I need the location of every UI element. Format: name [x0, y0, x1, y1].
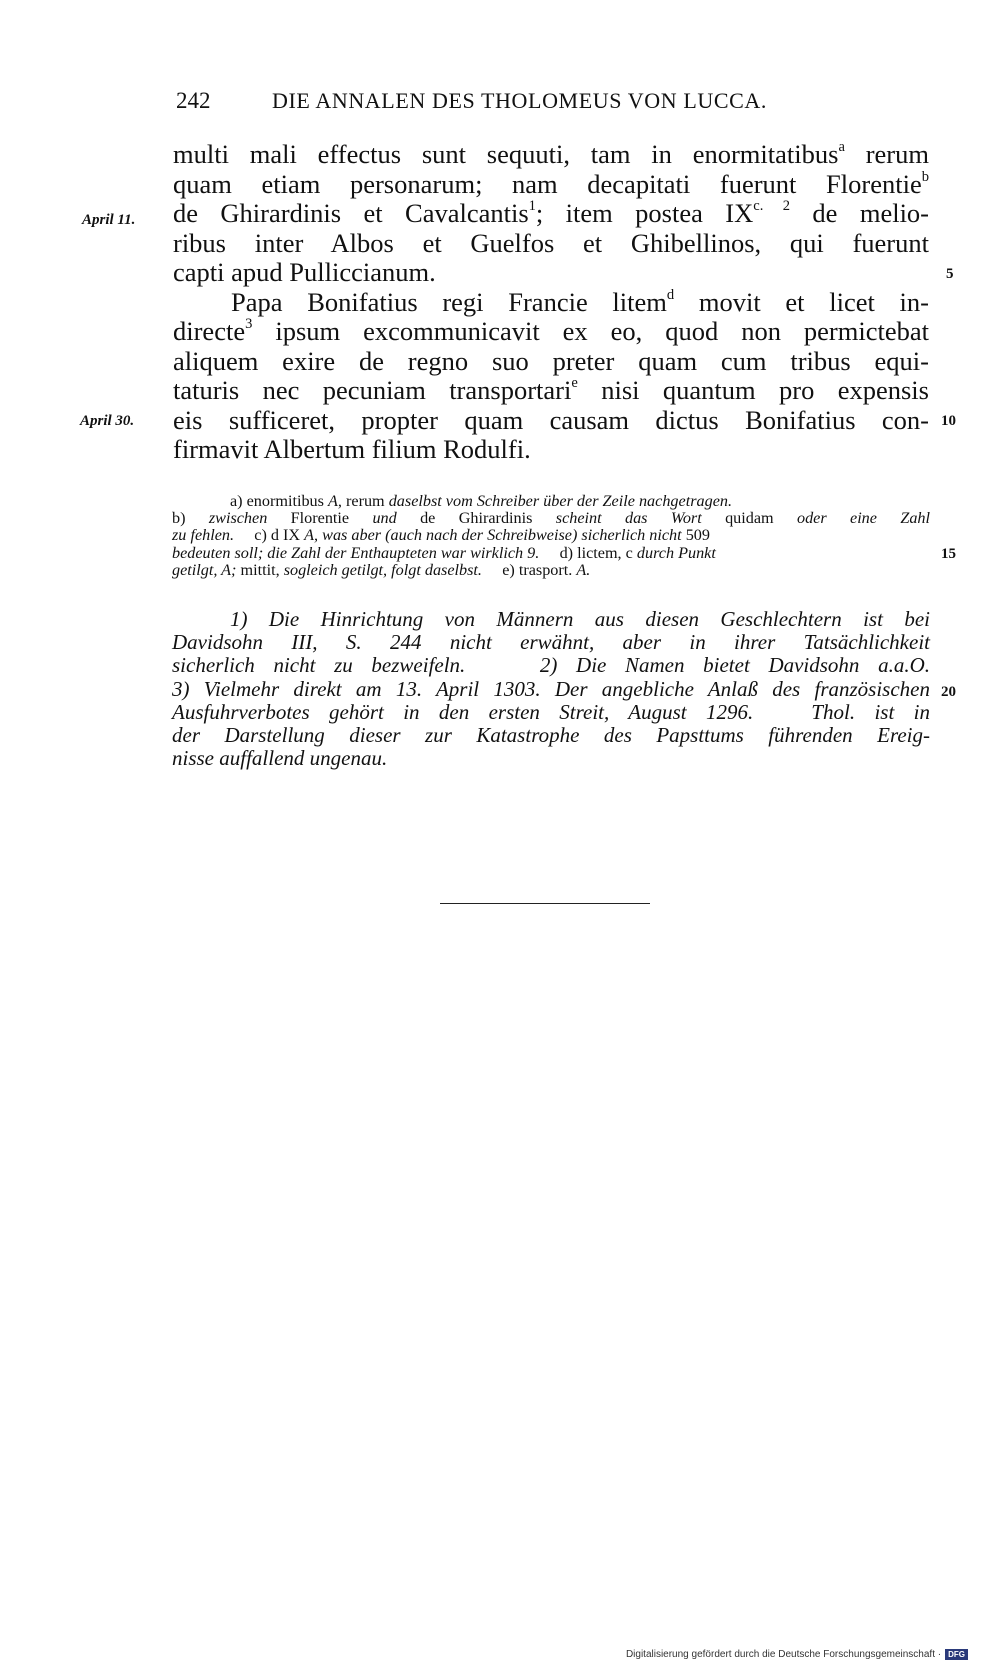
- footnote-marker: 1: [528, 198, 536, 214]
- note-line: nisse auffallend ungenau.: [172, 746, 388, 771]
- footnote-marker: 3: [245, 316, 253, 332]
- apparatus-line: b) zwischen Florentie und de Ghirardinis scheint das Wort quidam oder eine Zahl: [172, 509, 931, 528]
- credit-text: Digitalisierung gefördert durch die Deutsche Forschungsgemeinschaft ·: [625, 1649, 942, 1660]
- line-number: 5: [946, 266, 954, 282]
- dfg-credit: [626, 1649, 968, 1660]
- main-text: [173, 140, 929, 465]
- footnote-marker: d: [666, 286, 675, 303]
- apparatus-line: getilgt, A; mittit, sogleich getilgt, folgt daselbst. e) trasport. A.: [172, 560, 591, 579]
- apparatus-line: zu fehlen. c) d IX A, was aber (auch nach der Schreibweise) sicherlich nicht 509: [172, 526, 710, 545]
- section-rule: [440, 903, 650, 904]
- margin-date: April 30.: [80, 413, 135, 429]
- page-number: 242: [176, 88, 211, 113]
- margin-date: April 11.: [82, 212, 136, 228]
- note-line: der Darstellung dieser zur Katastrophe des Papsttums führenden Ereig-: [172, 722, 930, 747]
- footnote-marker: a: [838, 139, 845, 155]
- apparatus-line: bedeuten soll; die Zahl der Enthaupteten war wirklich 9. d) lictem, c durch Punkt: [172, 543, 716, 562]
- note-line: 1) Die Hinrichtung von Männern aus diesen Geschlechtern ist bei: [230, 607, 930, 631]
- text-line: firmavit Albertum filium Rodulfi.: [173, 434, 531, 464]
- dfg-logo: DFG: [945, 1649, 968, 1660]
- line-number: 10: [941, 413, 956, 429]
- running-title: DIE ANNALEN DES THOLOMEUS VON LUCCA.: [272, 88, 768, 113]
- apparatus-line: a) enormitibus A, rerum daselbst vom Schreiber über der Zeile nachgetragen.: [230, 492, 733, 510]
- footnote-marker: c. 2: [753, 198, 791, 214]
- note-line: sicherlich nicht zu bezweifeln. 2) Die Namen bietet Davidsohn a.a.O.: [172, 653, 930, 678]
- text-line: taturis nec pecuniam transportari$^e$ nisi quantum pro expensis: [173, 375, 929, 405]
- text-line: aliquem exire de regno suo preter quam cum tribus equi-: [173, 345, 929, 376]
- text-line: multi mali effectus sunt sequuti, tam in enormitatibus$^a$ rerum: [173, 139, 929, 169]
- note-line: Ausfuhrverbotes gehört in den ersten Streit, August 1296. Thol. ist in: [172, 699, 930, 724]
- text-line: directe$^3$ ipsum excommunicavit ex eo, quod non permictebat: [173, 316, 929, 346]
- text-line: ribus inter Albos et Guelfos et Ghibellinos, qui fuerunt: [173, 227, 929, 258]
- line-number: 20: [941, 684, 956, 700]
- line-number: 15: [941, 546, 956, 562]
- note-line: Davidsohn III, S. 244 nicht erwähnt, aber in ihrer Tatsächlichkeit: [172, 630, 930, 655]
- text-line: eis sufficeret, propter quam causam dictus Bonifatius con-: [173, 404, 929, 435]
- note-line: 3) Vielmehr direkt am 13. April 1303. Der angebliche Anlaß des französischen: [172, 676, 930, 701]
- critical-apparatus: [172, 493, 930, 579]
- historical-notes: [172, 608, 930, 770]
- text-line: de Ghirardinis et Cavalcantis$^1$; item postea $IX^{c. 2}$ de melio-: [173, 198, 930, 228]
- footnote-marker: e: [571, 375, 578, 391]
- text-line: capti apud Pulliccianum.: [173, 257, 436, 287]
- footnote-marker: b: [921, 168, 929, 185]
- text-line: Papa Bonifatius regi Francie litem$^d$ movit et licet in-: [231, 286, 929, 317]
- text-line: quam etiam personarum; nam decapitati fuerunt Florentie$^b$: [173, 168, 929, 199]
